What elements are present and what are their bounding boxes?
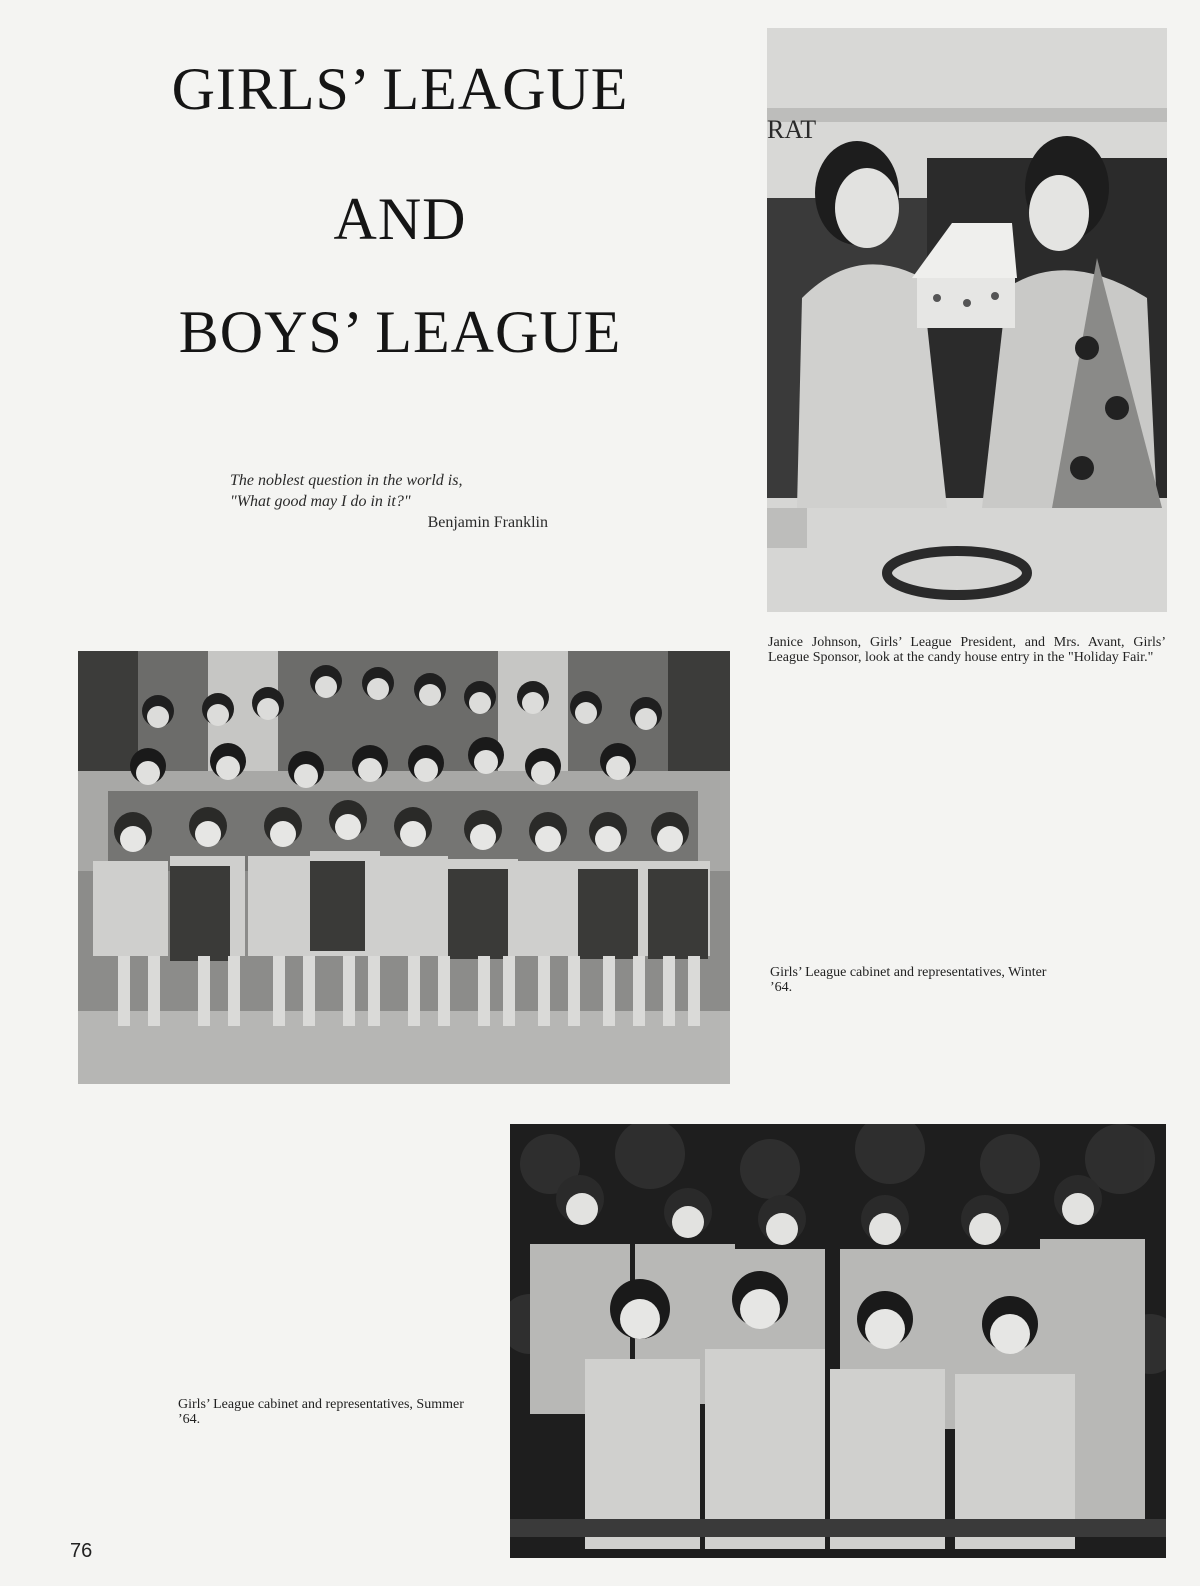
- title-line-and: AND: [333, 186, 467, 252]
- title-line-boys-league: BOYS’ LEAGUE: [178, 299, 622, 365]
- quote-line-1: The noblest question in the world is,: [230, 472, 463, 489]
- photo-sign-text: RAT: [767, 115, 817, 144]
- winter-group-caption: Girls’ League cabinet and representatives, Winter ’64.: [770, 965, 1047, 995]
- title-line-girls-league: GIRLS’ LEAGUE: [171, 56, 629, 122]
- summer-group-photo: [510, 1124, 1166, 1558]
- quote-author: Benjamin Franklin: [427, 514, 548, 531]
- quote-line-2: "What good may I do in it?": [230, 493, 411, 510]
- holiday-fair-photo: [767, 28, 1167, 612]
- franklin-quote: [230, 470, 550, 533]
- page-number: 76: [70, 1540, 93, 1562]
- holiday-fair-caption: Janice Johnson, Girls’ League President, and Mrs. Avant, Girls’ League Sponsor, look at the candy house entry in the "Holiday Fair.": [768, 635, 1166, 665]
- summer-group-caption: Girls’ League cabinet and representatives, Summer ’64.: [178, 1397, 464, 1427]
- winter-group-photo: [78, 651, 730, 1084]
